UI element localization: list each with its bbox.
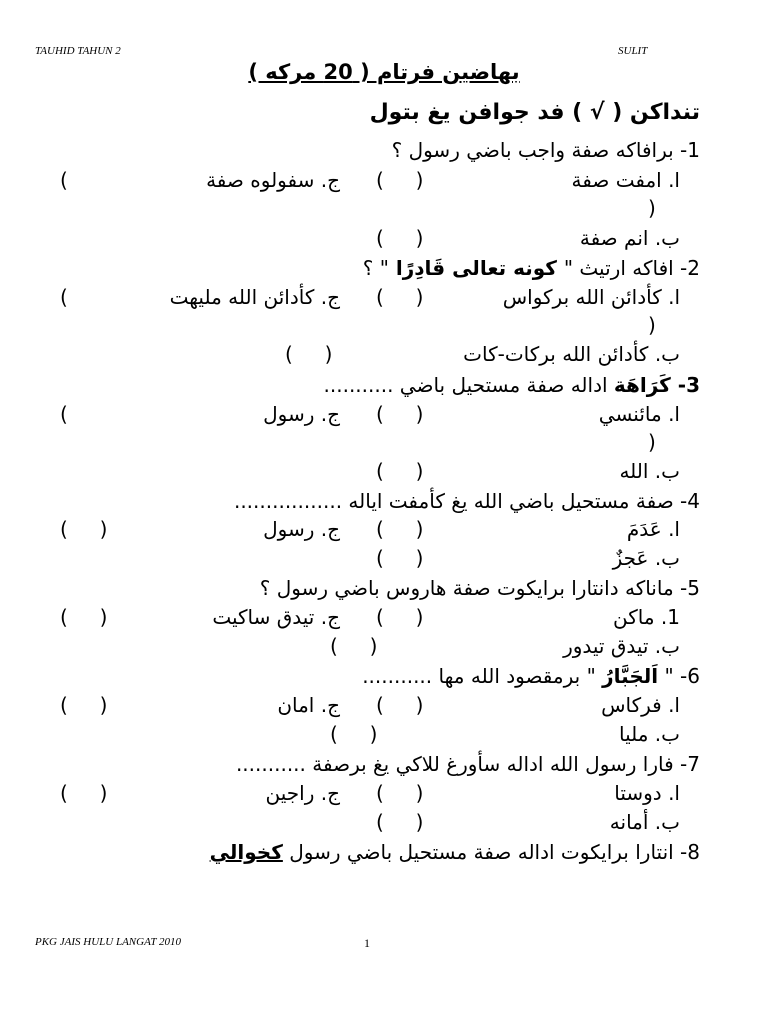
- q3-option-b: ب. الله: [619, 459, 680, 483]
- q1-c-box-open[interactable]: (: [60, 168, 68, 192]
- header-right: SULIT: [618, 45, 648, 57]
- q5-option-a: 1. ماكن: [612, 605, 680, 629]
- question-8: [210, 840, 700, 864]
- q6-b-box[interactable]: ( ): [330, 722, 378, 746]
- q1-option-b: ب. انم صفة: [579, 226, 680, 250]
- q4-option-b: ب. عَجزٌ: [612, 546, 680, 570]
- q6-pre: 6- ": [658, 664, 700, 688]
- q1-option-c: ج. سفولوه صفة: [206, 168, 340, 192]
- q8-bold: كخوالي: [209, 840, 283, 864]
- question-6: [362, 664, 700, 688]
- page-number: 1: [364, 936, 370, 950]
- q2-a-box[interactable]: ( ): [376, 285, 424, 309]
- q2-bold: كونه تعالى قَادِرًا: [388, 256, 564, 280]
- q1-a-box[interactable]: ( ): [376, 168, 424, 192]
- q1-c-box-close: ): [648, 196, 656, 220]
- q3-bold: 3- كَرَاهَة: [613, 373, 700, 397]
- q3-a-box[interactable]: ( ): [376, 402, 424, 426]
- question-5: 5- ماناكه دانتارا برايكوت صفة هاروس باضي رسول ؟: [259, 576, 700, 600]
- q6-c-box[interactable]: ( ): [60, 693, 108, 717]
- instruction: تنداكن ( √ ) فد جوافن يغ بتول: [369, 100, 700, 125]
- q3-c-box-open[interactable]: (: [60, 402, 68, 426]
- q2-c-box-close: ): [648, 313, 656, 337]
- q5-c-box[interactable]: ( ): [60, 605, 108, 629]
- q1-option-a: ا. امفت صفة: [571, 168, 680, 192]
- q2-post: " ؟: [362, 256, 389, 280]
- question-7: 7- فارا رسول الله اداله سأورغ للاكي يغ برصفة ...........: [235, 752, 700, 776]
- q8-pre: 8- انتارا برايكوت اداله صفة مستحيل باضي رسول: [282, 840, 700, 864]
- q1-b-box[interactable]: ( ): [376, 226, 424, 250]
- q6-bold: اَلجَبَّارُ: [602, 664, 659, 688]
- question-1: 1- برافاكه صفة واجب باضي رسول ؟: [391, 138, 700, 162]
- q2-c-box-open[interactable]: (: [60, 285, 68, 309]
- q2-option-c: ج. كأدائن الله مليهت: [169, 285, 340, 309]
- q4-option-a: ا. عَدَمَ: [626, 517, 680, 541]
- q6-option-a: ا. فركاس: [601, 693, 680, 717]
- question-2: [363, 256, 700, 280]
- page-title: بهاضين فرتام ( 20 مركه ): [248, 60, 520, 84]
- q7-a-box[interactable]: ( ): [376, 781, 424, 805]
- q3-c-box-close: ): [648, 430, 656, 454]
- q2-b-box[interactable]: ( ): [285, 342, 333, 366]
- q5-option-c: ج. تيدق ساكيت: [212, 605, 340, 629]
- q2-option-b: ب. كأدائن الله بركات-كات: [463, 342, 680, 366]
- q5-option-b: ب. تيدق تيدور: [563, 634, 680, 658]
- q2-pre: 2- افاكه ارتيث ": [563, 256, 700, 280]
- question-3: [324, 373, 700, 397]
- q3-post: اداله صفة مستحيل باضي ...........: [323, 373, 614, 397]
- q6-a-box[interactable]: ( ): [376, 693, 424, 717]
- q3-b-box[interactable]: ( ): [376, 459, 424, 483]
- footer-left: PKG JAIS HULU LANGAT 2010: [35, 936, 182, 948]
- q7-option-c: ج. راجين: [265, 781, 340, 805]
- q5-b-box[interactable]: ( ): [330, 634, 378, 658]
- q4-option-c: ج. رسول: [263, 517, 340, 541]
- q4-b-box[interactable]: ( ): [376, 546, 424, 570]
- q6-option-c: ج. امان: [277, 693, 340, 717]
- q6-post: " برمقصود الله مها ...........: [362, 664, 603, 688]
- q2-option-a: ا. كأدائن الله بركواس: [502, 285, 680, 309]
- q7-option-b: ب. أمانه: [609, 810, 680, 834]
- q5-a-box[interactable]: ( ): [376, 605, 424, 629]
- q3-option-a: ا. مائنسي: [598, 402, 680, 426]
- q7-c-box[interactable]: ( ): [60, 781, 108, 805]
- question-4: 4- صفة مستحيل باضي الله يغ كأمفت اياله .................: [233, 489, 700, 513]
- q3-option-c: ج. رسول: [263, 402, 340, 426]
- q4-a-box[interactable]: ( ): [376, 517, 424, 541]
- q7-b-box[interactable]: ( ): [376, 810, 424, 834]
- q4-c-box[interactable]: ( ): [60, 517, 108, 541]
- q7-option-a: ا. دوستا: [614, 781, 680, 805]
- header-left: TAUHID TAHUN 2: [35, 45, 121, 57]
- q6-option-b: ب. مليا: [618, 722, 680, 746]
